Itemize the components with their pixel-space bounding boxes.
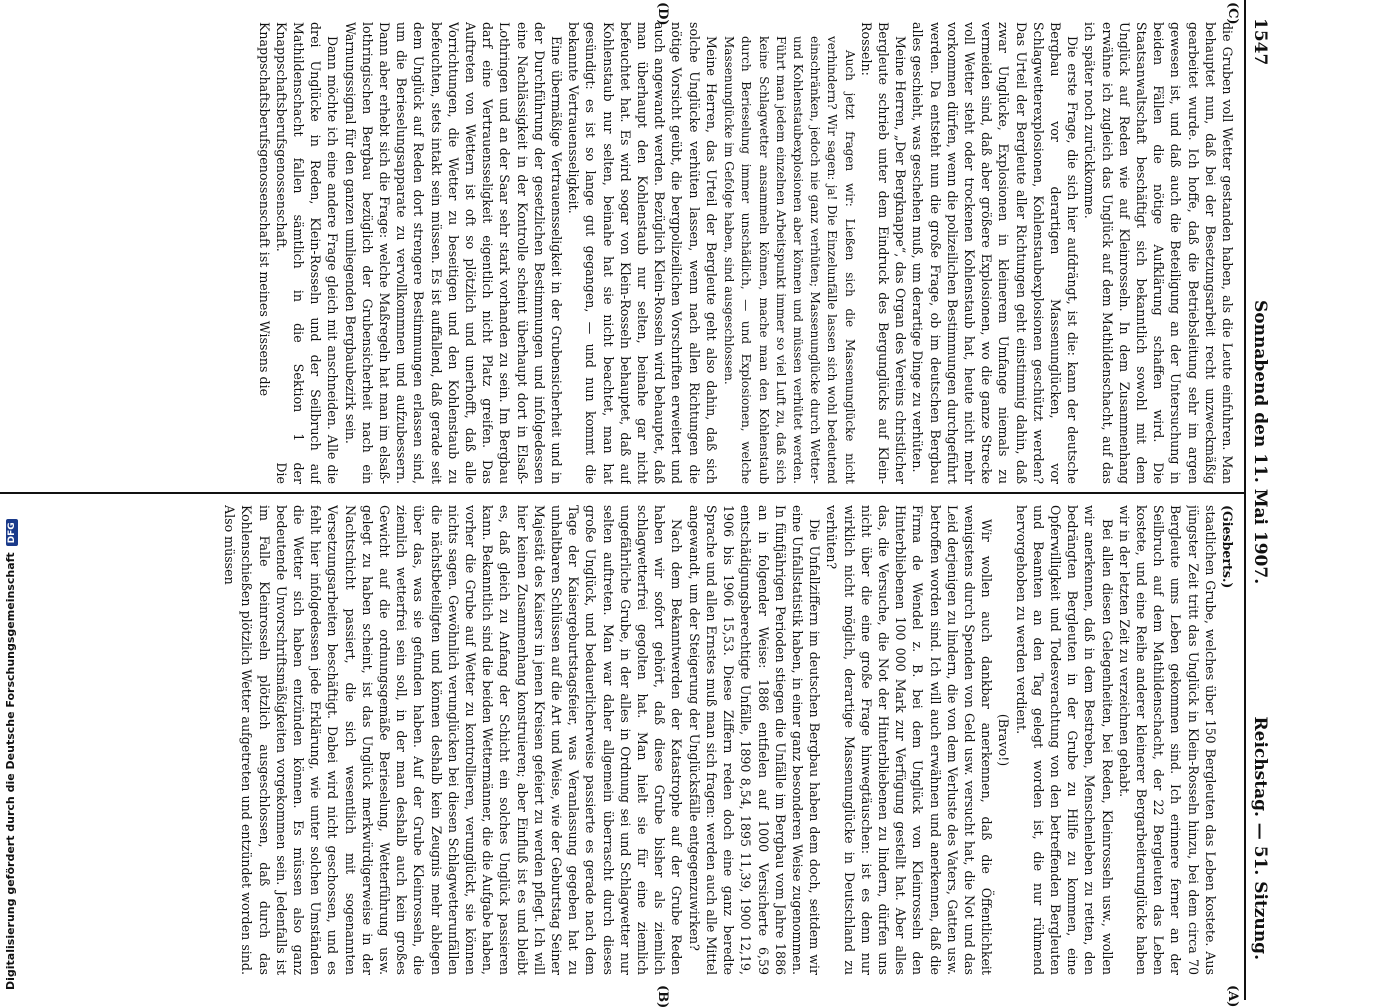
paragraph: Eine übermäßige Vertrauensseligkeit in der Grubensicherheit und in der Durchführung der gesetzlichen Bestimmungen und infolgedessen eine Nachlässigkeit in der Kontrolle scheint überhaupt dort in Elsaß-Lothringen und an der Saar sehr stark vorhanden zu sein. Im Bergbau darf eine Vertrauensseligkeit eigentlich nicht Platz greifen. Das Auftreten von Wettern ist oft so plötzlich und unerhofft, daß alle Vorrichtungen, die Wetter zu beseitigen und den Kohlenstaub zu befeuchten, stets intakt sein müssen. Es ist auffallend, daß gerade seit dem Unglück auf Reden dort strengere Bestimmungen erlassen sind, um die Berieselungsapparate zu vervollkommnen und aufzubessern. Dann aber erhebt sich die Frage: welche Maßregeln hat man im elsaß-lothringischen Bergbau bezüglich der Grubensicherheit nach ein Warnungssignal für den ganzen umliegenden Bergbaubezirk sein. (342, 22, 565, 484)
paragraph: Meine Herren, „Der Bergknappe“, das Organ des Vereins christlicher Bergleute schrieb unter dem Eindruck des Bergunglücks auf Klein-Rosseln: (858, 22, 909, 484)
column-divider (0, 492, 1244, 494)
paragraph: Bei allen diesen Gelegenheiten, bei Reden, Kleinrosseln usw., wollen wir anerkennen, daß in dem Bestreben, Menschenleben zu retten, den bedrängten Bergleuten in der Grube zu Hilfe zu kommen, eine Opferwilligkeit und Todesverachtung von den betreffenden Bergleuten und Beamten an den Tag gelegt worden ist, die nur rühmend hervorgehoben zu werden verdient. (1013, 505, 1115, 975)
speaker-name: (Giesberts.) (1220, 505, 1235, 589)
header-reichstag-session: Reichstag. — 51. Sitzung. (1250, 716, 1270, 960)
quotation: Auch jetzt fragen wir: Ließen sich die Massenunglücke nicht verhindern? Wir sagen: ja! Die Einzelunfälle lassen sich wohl bedeutend einschränken, jedoch nie ganz verhüten; Massenunglücke durch Wetter- und Kohlenstaubexplosionen aber können und müssen verhütet werden. Führt man jedem einzelnen Arbeitspunkt immer so viel Luft zu, daß sich keine Schlagwetter ansammeln können, mache man den Kohlenstaub durch Berieselung immer unschädlich, — und Explosionen, welche Massenunglücke im Gefolge haben, sind ausgeschlossen. (722, 36, 857, 484)
page-number: 1547 (1250, 18, 1270, 66)
page-header (1244, 0, 1290, 1000)
column-right (6, 22, 1236, 484)
paragraph: Meine Herren, das Urteil der Bergleute geht also dahin, daß sich solche Unglücke verhüten lassen, wenn nach allen Richtungen die nötige Vorsicht geübt, die bergpolizeilichen Vorschriften erweitert und auch angewandt werden. Bezüglich Klein-Rosseln wird behauptet, daß man überhaupt den Kohlenstaub nur selten, beinahe gar nicht befeuchtet hat. Es wird sogar von Klein-Rosseln behauptet, daß auf Kohlenstaub nur selten, beinahe hat sie nicht beachtet, man hat gesündigt: es ist so lange gut gegangen, — und nun kommt die bekannte Vertrauensseligkeit. (566, 22, 719, 484)
paragraph: Die Unfallziffern im deutschen Bergbau haben dem doch, seitdem wir eine Unfallstatistik haben, in einer ganz besonderen Weise zugenommen. In fünfjährigen Perioden stiegen die Unfälle im Bergbau vom Jahre 1886 an in folgender Weise: 1886 entfielen auf 1000 Versicherte 6,59 entschädigungsberechtigte Unfälle, 1890 8,54, 1895 11,39, 1900 12,19, 1906 bis 1906 15,53. Diese Ziffern reden doch eine ganz beredte Sprache und allen Ernstes muß man sich fragen: werden auch alle Mittel angewandt, um der Steigerung der Unglücksfälle entgegenzuwirken? (686, 505, 823, 975)
margin-mark-b: (B) (655, 985, 670, 1008)
margin-mark-c: (C) (1225, 2, 1240, 25)
header-session-date: Sonnabend den 11. Mai 1907. (1250, 300, 1270, 585)
paragraph: Nach dem Bekanntwerden der Katastrophe auf der Grube Reden haben wir sofort gehört, daß diese Grube bisher als ziemlich schlagwetterfrei gegolten hat. Man hielt sie für eine ziemlich ungefährliche Grube, in der alles in Ordnung sei und Schlagwetter nur selten auftreten. Man war daher allgemein überrascht durch dieses große Unglück, und bedauerlicherweise passierte es gerade nach dem Tage der Kaisergeburtstagsfeier, was Veranlassung gegeben hat zu unhaltbaren Schlüssen auf die Art und Weise, wie der Geburtstag Seiner Majestät des Kaisers in jenen Kreisen gefeiert zu werden pflegt. Ich will hier keinen Zusammenhang konstruieren; aber Einfluß ist es und bleibt es, daß gleich zu Anfang der Schicht ein solches Unglück passieren kann. Bekanntlich sind die beiden Wettermänner, die die Aufgabe haben, vorher die Grube auf Wetter zu kontrollieren, verunglückt, sie können nichts sagen. Gewöhnlich verunglücken bei diesen Schlagwetterunfällen die nächstbeteiligten und können deshalb kein Zeugnis mehr ablegen über das, was sie gefunden haben. Auf der Grube Kleinrosseln, die ziemlich wetterfrei sein soll, in der man deshalb auch kein großes Gewicht auf die ordnungsgemäße Berieselung, Wetterführung usw. gelegt zu haben scheint, ist das Unglück merkwürdigerweise in der Nachtschicht passiert, die sich wesentlich mit sogenannten Versetzungsarbeiten beschäftigt. Dabei wird nicht geschossen, und es fehlt hier infolgedessen jede Erklärung, wie unter solchen Umständen die Wetter sich haben entzünden können. Es müssen also ganz bedeutende Unvorschriftsmäßigkeiten vorgekommen sein. Jedenfalls ist im Falle Kleinrosseln plötzlich ausgeschlossen, daß durch das Kohlenschießen plötzlich Wetter aufgetreten und entzündet worden sind. Also müssen (222, 505, 685, 975)
margin-mark-a: (A) (1225, 985, 1240, 1008)
paragraph: Dann möchte ich eine andere Frage gleich mit anschneiden. Alle die drei Unglücke in Reden, Klein-Rosseln und der Seilbruch auf Mathildenschacht fallen sämtlich in die Sektion 1 der Knappschaftsberufsgenossenschaft. Die Knappschaftsberufsgenossenschaft ist meines Wissens die (256, 22, 341, 484)
paragraph: die Gruben voll Wetter gestanden haben, als die Leute einfuhren. Man behauptet nun, daß bei der Besetzungsarbeit recht unzweckmäßig gearbeitet wurde. Ich hoffe, daß die Betriebsleitung sehr im argen gewesen ist, und daß auch die Beteiligung an der Untersuchung in beiden Fällen die nötige Aufklärung schaffen wird. Die Staatsanwaltschaft beschäftigt sich bekanntlich sowohl mit dem Unglück auf Reden wie auf Kleinrosseln. In dem Zusammenhang erwähne ich zugleich das Unglück auf dem Mathildenschacht, auf das ich später noch zurückkomme. (1082, 22, 1235, 484)
dfg-logo: DFG (6, 519, 18, 546)
interjection: (Bravo!) (996, 713, 1012, 767)
paragraph: Die erste Frage, die sich hier aufdrängt, ist die: kann der deutsche Bergbau vor derartigen Massenunglücken, vor Schlagwetterexplosionen, Kohlenstaubexplosionen geschützt werden? Das Urteil der Bergleute aller Richtungen geht einstimmig dahin, daß zwar Unglücke, Explosionen in kleinerem Umfange niemals zu vermeiden sind, daß aber größere Explosionen, wo die ganze Strecke voll Wetter steht oder trockenen Kohlenstaub hat, heute nicht mehr vorkommen dürfen, wenn die polizeilichen Bestimmungen durchgeführt werden. Da entsteht nun die große Frage, ob im deutschen Bergbau alles geschieht, was geschehen muß, um derartige Dinge zu verhüten. (910, 22, 1081, 484)
credit-text: Digitalisierung gefördert durch die Deutsche Forschungsgemeinschaft (4, 552, 17, 990)
margin-mark-d: (D) (655, 2, 670, 26)
paragraph: Wir wollen auch dankbar anerkennen, daß die Öffentlichkeit wenigstens durch Spenden von Geld usw. versucht hat, die Not und das Leid derjenigen zu lindern, die von dem Verluste des Vaters, Gatten usw. betroffen worden sind. Ich will auch erwähnen und anerkennen, daß die Firma de Wendel z. B. bei dem Unglück von Kleinrosseln den Hinterbliebenen 100 000 Mark zur Verfügung gestellt hat. Aber alles das, die Versuche, die Not der Hinterbliebenen zu lindern, dürfen uns nicht über die eine große Frage hinwegtäuschen: ist es denn nur wirklich nicht möglich, derartige Massenunglücke in Deutschland zu verhüten? (824, 505, 995, 975)
paragraph: staatlichen Grube, welches über 150 Bergleuten das Leben kostete. Aus jüngster Zeit tritt das Unglück in Klein-Rosseln hinzu, bei dem circa 70 Bergleute ums Leben gekommen sind. Ich erinnere ferner an der Seilbruch auf dem Mathildenschacht, der 22 Bergleuten das Leben kostete, und eine Reihe anderer kleinerer Bergarbeiterunglücke haben wir in der letzten Zeit zu verzeichnen gehabt. (1116, 505, 1218, 975)
column-left (6, 505, 1236, 975)
